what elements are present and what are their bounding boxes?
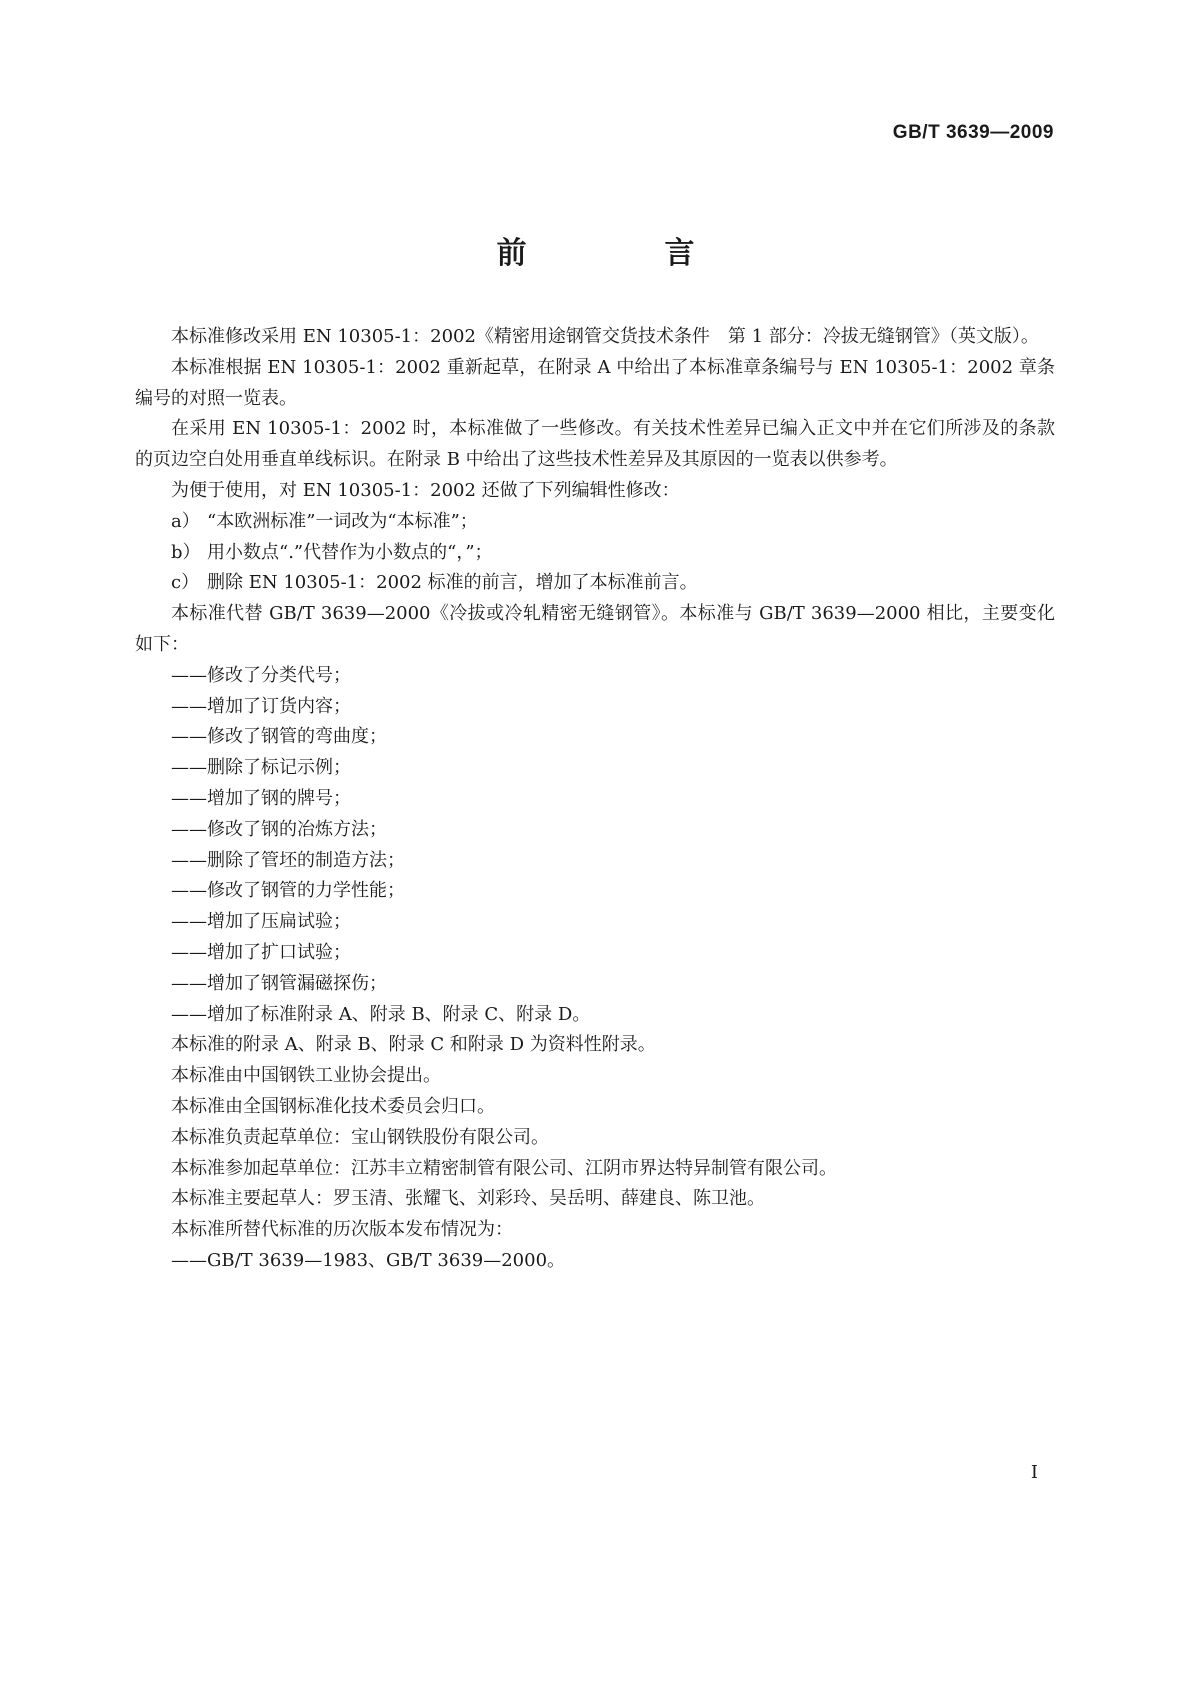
list-item: ——增加了压扁试验； [171, 911, 351, 933]
list-item: ——GB/T 3639—1983、GB/T 3639—2000。 [171, 1249, 566, 1271]
list-item: ——修改了分类代号； [171, 664, 351, 686]
list-marker: b） [171, 541, 201, 563]
list-item [135, 538, 1055, 569]
paragraph: 在采用 EN 10305-1：2002 时，本标准做了一些修改。有关技术性差异已编入正文中并在它们所涉及的条款的页边空白处用垂直单线标识。在附录 B 中给出了这些技术性差异及其原因的一览表以供参考。 [135, 418, 1055, 471]
list-item: ——删除了管坯的制造方法； [171, 849, 405, 871]
list-item: ——增加了钢的牌号； [171, 787, 351, 809]
paragraph: 本标准由全国钢标准化技术委员会归口。 [171, 1095, 495, 1117]
list-marker: a） [171, 510, 200, 532]
document-code: GB/T 3639—2009 [892, 122, 1054, 143]
list-marker: c） [171, 572, 200, 594]
history-list [135, 1246, 1055, 1277]
foreword-body [135, 322, 1055, 1277]
list-item: ——修改了钢管的弯曲度； [171, 726, 387, 748]
list-item: ——增加了标准附录 A、附录 B、附录 C、附录 D。 [171, 1003, 591, 1025]
paragraph: 本标准由中国钢铁工业协会提出。 [171, 1065, 441, 1087]
list-item: ——修改了钢的冶炼方法； [171, 818, 387, 840]
paragraph: 为便于使用，对 EN 10305-1：2002 还做了下列编辑性修改： [171, 479, 680, 501]
list-item: ——增加了订货内容； [171, 695, 351, 717]
list-item-text: 用小数点“.”代替作为小数点的“，”； [207, 541, 493, 563]
list-item-text: “本欧洲标准”一词改为“本标准”； [207, 510, 478, 532]
page-number: I [1030, 1462, 1038, 1483]
list-item: ——删除了标记示例； [171, 757, 351, 779]
list-item: ——增加了钢管漏磁探伤； [171, 972, 387, 994]
paragraph: 本标准负责起草单位：宝山钢铁股份有限公司。 [171, 1126, 549, 1148]
list-item [135, 507, 1055, 538]
paragraph: 本标准根据 EN 10305-1：2002 重新起草，在附录 A 中给出了本标准章条编号与 EN 10305-1：2002 章条编号的对照一览表。 [135, 356, 1055, 409]
list-item: ——修改了钢管的力学性能； [171, 880, 405, 902]
paragraph: 本标准主要起草人：罗玉清、张耀飞、刘彩玲、吴岳明、薛建良、陈卫池。 [171, 1188, 765, 1210]
list-item-text: 删除 EN 10305-1：2002 标准的前言，增加了本标准前言。 [207, 572, 698, 594]
paragraph: 本标准的附录 A、附录 B、附录 C 和附录 D 为资料性附录。 [171, 1034, 656, 1056]
paragraph: 本标准所替代标准的历次版本发布情况为： [171, 1219, 513, 1241]
list-item: ——增加了扩口试验； [171, 941, 351, 963]
list-item [135, 568, 1055, 599]
paragraph: 本标准代替 GB/T 3639—2000《冷拔或冷轧精密无缝钢管》。本标准与 GB/T 3639—2000 相比，主要变化如下： [135, 603, 1055, 655]
paragraph: 本标准参加起草单位：江苏丰立精密制管有限公司、江阴市界达特异制管有限公司。 [171, 1157, 837, 1179]
changes-list [135, 661, 1055, 1031]
paragraph: 本标准修改采用 EN 10305-1：2002《精密用途钢管交货技术条件 第 1 部分：冷拔无缝钢管》（英文版）。 [171, 326, 1039, 347]
page-title: 前 言 [496, 236, 749, 271]
